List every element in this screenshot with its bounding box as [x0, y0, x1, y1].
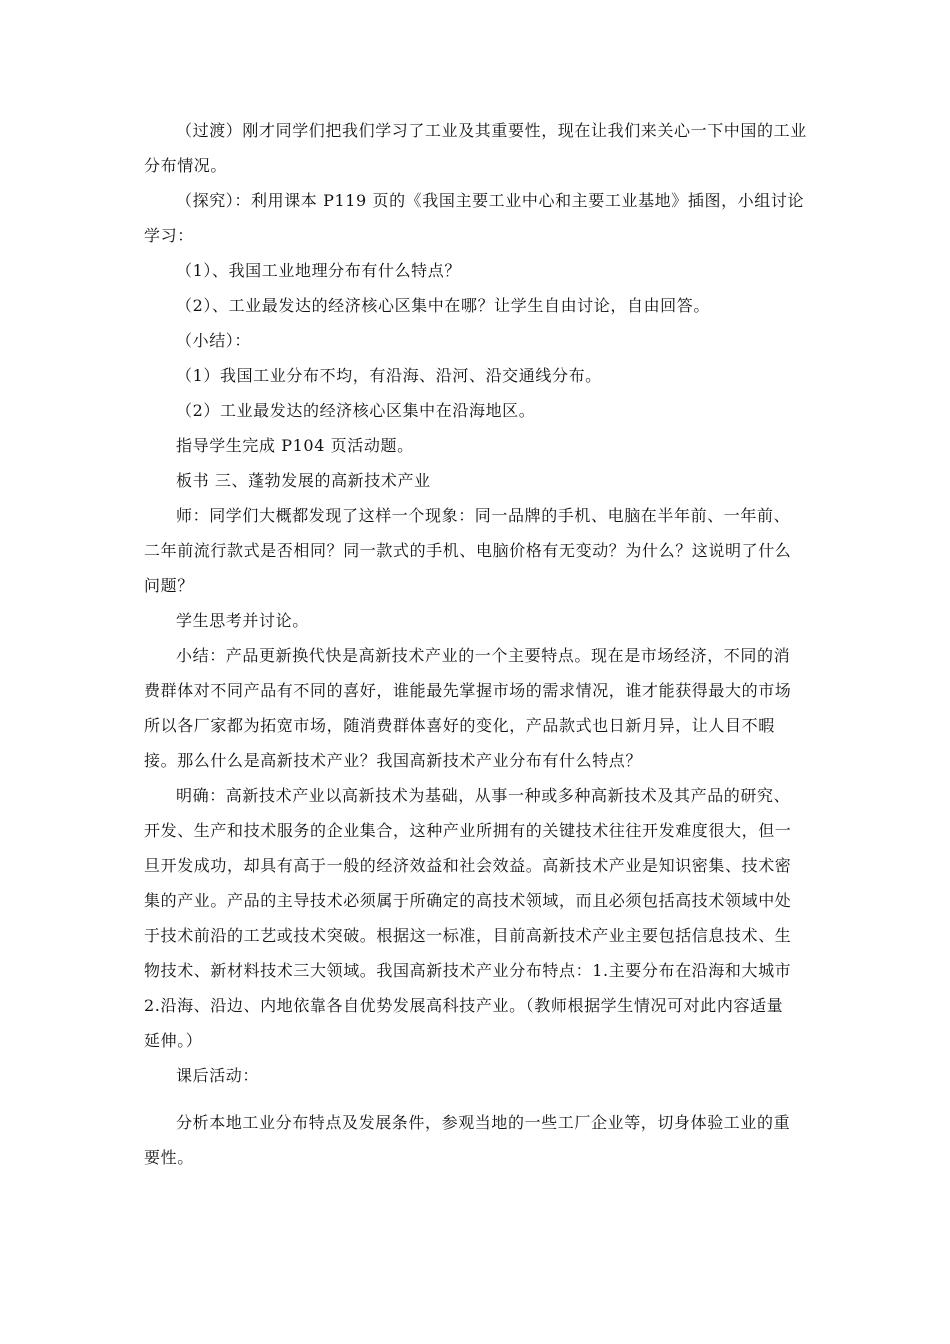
- paragraph-summary-2: [144, 393, 812, 428]
- paragraph-conclusion: [144, 638, 812, 778]
- text-line: 小结：产品更新换代快是高新技术产业的一个主要特点。现在是市场经济，不同的消: [176, 646, 791, 665]
- text-line: 费群体对不同产品有不同的喜好，谁能最先掌握市场的需求情况，谁才能获得最大的市场: [144, 681, 792, 700]
- text-line: 学生思考并讨论。: [176, 611, 309, 630]
- paragraph-transition: [144, 113, 812, 183]
- text-line: （2）、工业最发达的经济核心区集中在哪？让学生自由讨论，自由回答。: [176, 296, 710, 315]
- text-line: 明确：高新技术产业以高新技术为基础，从事一种或多种高新技术及其产品的研究、: [176, 786, 791, 805]
- text-line: 问题？: [144, 576, 194, 595]
- text-line: 分析本地工业分布特点及发展条件，参观当地的一些工厂企业等，切身体验工业的重: [176, 1113, 791, 1132]
- text-line: 2.沿海、沿边、内地依靠各自优势发展高科技产业。（教师根据学生情况可对此内容适量: [144, 996, 784, 1015]
- text-line: 旦开发成功，却具有高于一般的经济效益和社会效益。高新技术产业是知识密集、技术密: [144, 856, 792, 875]
- text-line: （小结）：: [176, 331, 252, 350]
- text-line: （1）、我国工业地理分布有什么特点？: [176, 261, 461, 280]
- paragraph-after-class: [144, 1105, 812, 1175]
- paragraph-clarify: [144, 778, 812, 1058]
- paragraph-summary-1: [144, 358, 812, 393]
- paragraph-summary-heading: [144, 323, 812, 358]
- text-line: 于技术前沿的工艺或技术突破。根据这一标准，目前高新技术产业主要包括信息技术、生: [144, 926, 792, 945]
- paragraph-after-class-heading: [144, 1058, 812, 1093]
- text-line: （1）我国工业分布不均，有沿海、沿河、沿交通线分布。: [176, 366, 602, 385]
- text-line: 延伸。）: [144, 1031, 203, 1050]
- paragraph-guide: [144, 428, 812, 463]
- paragraph-explore: [144, 183, 812, 253]
- text-line: 接。那么什么是高新技术产业？我国高新技术产业分布有什么特点？: [144, 751, 643, 770]
- text-line: 分布情况。: [144, 156, 228, 175]
- text-line: 物技术、新材料技术三大领域。我国高新技术产业分布特点：1.主要分布在沿海和大城市: [144, 961, 792, 980]
- paragraph-board: [144, 463, 812, 498]
- text-line: 师：同学们大概都发现了这样一个现象：同一品牌的手机、电脑在半年前、一年前、: [176, 506, 791, 525]
- text-line: 集的产业。产品的主导技术必须属于所确定的高技术领域，而且必须包括高技术领域中处: [144, 891, 792, 910]
- text-line: （过渡）刚才同学们把我们学习了工业及其重要性，现在让我们来关心一下中国的工业: [176, 121, 807, 140]
- text-line: （2）工业最发达的经济核心区集中在沿海地区。: [176, 401, 536, 420]
- text-line: 要性。: [144, 1148, 194, 1167]
- text-line: 指导学生完成 P104 页活动题。: [176, 436, 414, 455]
- paragraph-question-1: [144, 253, 812, 288]
- text-line: 开发、生产和技术服务的企业集合，这种产业所拥有的关键技术往往开发难度很大，但一: [144, 821, 792, 840]
- text-line: 二年前流行款式是否相同？同一款式的手机、电脑价格有无变动？为什么？这说明了什么: [144, 541, 792, 560]
- paragraph-question-2: [144, 288, 812, 323]
- text-line: 课后活动：: [176, 1066, 260, 1085]
- text-line: （探究）：利用课本 P119 页的《我国主要工业中心和主要工业基地》插图，小组讨论: [176, 191, 805, 210]
- paragraph-students: [144, 603, 812, 638]
- paragraph-teacher: [144, 498, 812, 603]
- text-line: 学习：: [144, 226, 194, 245]
- text-line: 板书 三、蓬勃发展的高新技术产业: [176, 471, 431, 490]
- text-line: 所以各厂家都为拓宽市场，随消费群体喜好的变化，产品款式也日新月异，让人目不暇: [144, 716, 775, 735]
